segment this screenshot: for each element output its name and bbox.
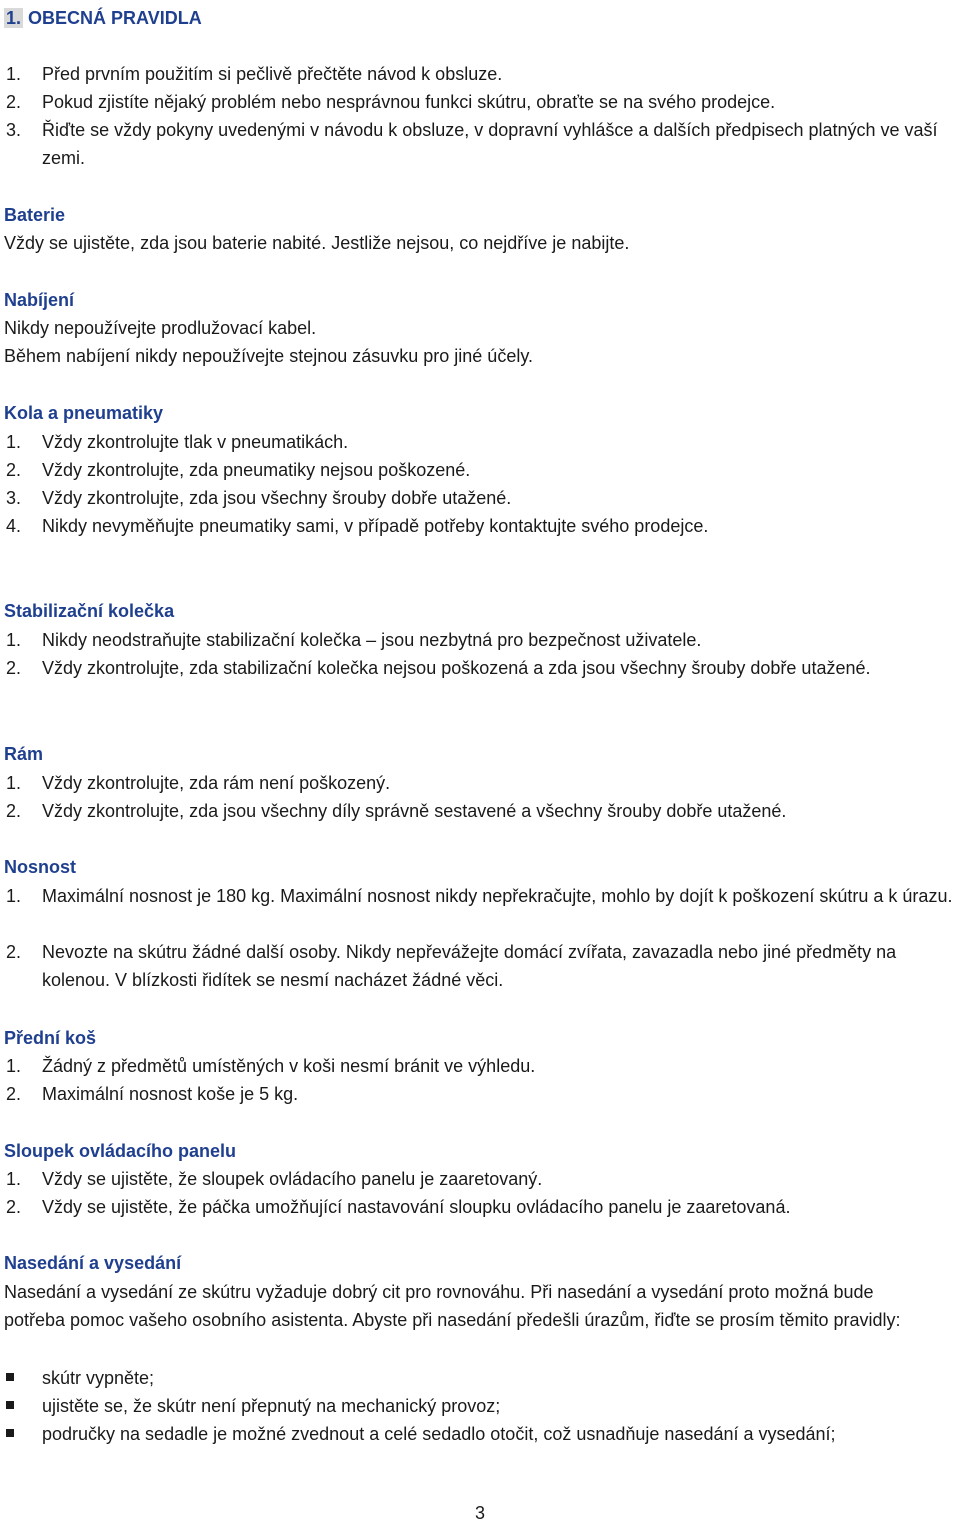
item-text: Nikdy neodstraňujte stabilizační kolečka – jsou nezbytná pro bezpečnost uživatele. (42, 630, 702, 650)
item-text: Vždy zkontrolujte, zda jsou všechny šrouby dobře utažené. (42, 488, 512, 508)
section-title-capacity: Nosnost (4, 857, 76, 877)
section-title-charging: Nabíjení (4, 290, 75, 310)
charging-line: Během nabíjení nikdy nepoužívejte stejnou zásuvku pro jiné účely. (4, 346, 533, 366)
item-number: 2. (6, 1197, 22, 1217)
bullet-square-icon (6, 1373, 14, 1381)
item-number: 2. (6, 942, 22, 962)
item-text: Vždy zkontrolujte, zda stabilizační kolečka nejsou poškozená a zda jsou všechny šrouby dobře utažené. (42, 658, 871, 678)
list-item (6, 1052, 956, 1080)
list-item (6, 882, 956, 910)
battery-text: Vždy se ujistěte, zda jsou baterie nabité. Jestliže nejsou, co nejdříve je nabijte. (4, 233, 630, 253)
list-item (6, 769, 956, 797)
item-text: Maximální nosnost koše je 5 kg. (42, 1084, 299, 1104)
list-item (6, 626, 956, 654)
item-number: 4. (6, 516, 22, 536)
list-item (6, 428, 956, 456)
item-number: 1. (6, 886, 22, 906)
charging-line: Nikdy nepoužívejte prodlužovací kabel. (4, 318, 317, 338)
list-item (6, 512, 956, 540)
list-item (6, 116, 956, 172)
list-item (6, 654, 956, 682)
item-number: 1. (6, 1056, 22, 1076)
bullet-square-icon (6, 1429, 14, 1437)
mounting-text: Nasedání a vysedání ze skútru vyžaduje dobrý cit pro rovnováhu. Při nasedání a vysedání proto možná bude potřeba pomoc vašeho osobního asistenta. Abyste při nasedání předešli úrazům, řiďte se prosím těmito pravidly: (4, 1282, 901, 1330)
bullet-item (6, 1364, 956, 1392)
item-number: 1. (6, 630, 22, 650)
item-number: 1. (6, 1169, 22, 1189)
list-item (6, 456, 956, 484)
item-number: 2. (6, 92, 22, 112)
item-text: Před prvním použitím si pečlivě přečtěte návod k obsluze. (42, 64, 503, 84)
item-number: 1. (6, 773, 22, 793)
list-item (6, 938, 956, 994)
item-number: 1. (6, 432, 22, 452)
bullet-text: područky na sedadle je možné zvednout a celé sedadlo otočit, což usnadňuje nasedání a vysedání; (42, 1424, 836, 1444)
list-item (6, 1165, 956, 1193)
item-text: Maximální nosnost je 180 kg. Maximální nosnost nikdy nepřekračujte, mohlo by dojít k poškození skútru a k úrazu. (42, 886, 953, 906)
item-number: 2. (6, 658, 22, 678)
bullet-item (6, 1420, 956, 1448)
item-number: 1. (6, 64, 22, 84)
list-item (6, 1080, 956, 1108)
list-item (6, 797, 956, 825)
item-number: 3. (6, 120, 22, 140)
list-item (6, 60, 956, 88)
item-number: 2. (6, 801, 22, 821)
item-text: Vždy zkontrolujte, zda jsou všechny díly správně sestavené a všechny šrouby dobře utažené. (42, 801, 787, 821)
section-title-basket: Přední koš (4, 1028, 97, 1048)
section-title-stabilizers: Stabilizační kolečka (4, 601, 175, 621)
bullet-text: skútr vypněte; (42, 1368, 155, 1388)
item-text: Nikdy nevyměňujte pneumatiky sami, v případě potřeby kontaktujte svého prodejce. (42, 516, 709, 536)
item-text: Nevozte na skútru žádné další osoby. Nikdy nepřevážejte domácí zvířata, zavazadla nebo jiné předměty na kolenou. V blízkosti řidítek se nesmí nacházet žádné věci. (42, 942, 897, 990)
item-text: Řiďte se vždy pokyny uvedenými v návodu k obsluze, v dopravní vyhlášce a dalších předpisech platných ve vaší zemi. (42, 120, 938, 168)
chapter-heading (4, 5, 202, 31)
section-title-frame: Rám (4, 744, 44, 764)
item-number: 3. (6, 488, 22, 508)
page-number: 3 (474, 1503, 485, 1523)
item-text: Vždy se ujistěte, že páčka umožňující nastavování sloupku ovládacího panelu je zaaretovaná. (42, 1197, 791, 1217)
bullet-item (6, 1392, 956, 1420)
chapter-number: 1. (6, 8, 22, 28)
section-title-battery: Baterie (4, 205, 66, 225)
list-item (6, 1193, 956, 1221)
item-text: Vždy zkontrolujte, zda pneumatiky nejsou poškozené. (42, 460, 471, 480)
item-text: Vždy zkontrolujte tlak v pneumatikách. (42, 432, 349, 452)
item-number: 2. (6, 460, 22, 480)
bullet-text: ujistěte se, že skútr není přepnutý na mechanický provoz; (42, 1396, 501, 1416)
item-text: Pokud zjistíte nějaký problém nebo nesprávnou funkci skútru, obraťte se na svého prodejce. (42, 92, 776, 112)
bullet-square-icon (6, 1401, 14, 1409)
item-text: Vždy se ujistěte, že sloupek ovládacího panelu je zaaretovaný. (42, 1169, 543, 1189)
item-text: Vždy zkontrolujte, zda rám není poškozený. (42, 773, 391, 793)
list-item (6, 484, 956, 512)
section-title-wheels: Kola a pneumatiky (4, 403, 164, 423)
list-item (6, 88, 956, 116)
section-title-mounting: Nasedání a vysedání (4, 1253, 182, 1273)
section-title-column: Sloupek ovládacího panelu (4, 1141, 237, 1161)
item-text: Žádný z předmětů umístěných v koši nesmí bránit ve výhledu. (42, 1056, 536, 1076)
chapter-title: OBECNÁ PRAVIDLA (28, 8, 202, 28)
item-number: 2. (6, 1084, 22, 1104)
